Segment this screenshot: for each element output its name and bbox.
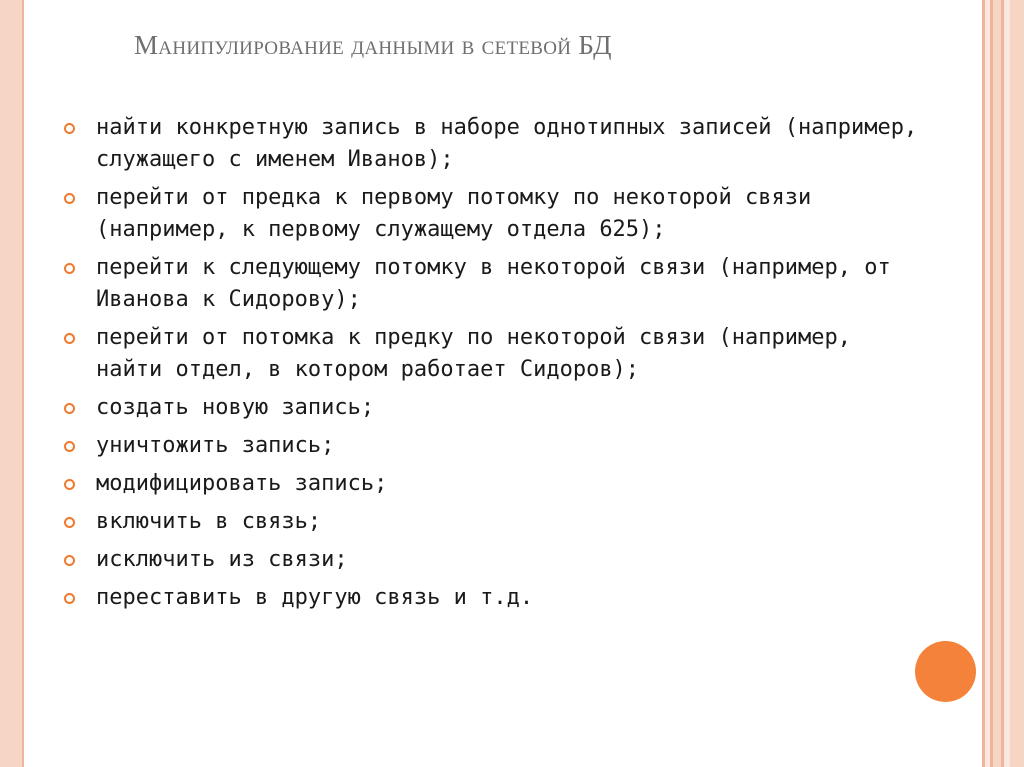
bullet-item	[60, 430, 920, 462]
bullet-circle-icon	[64, 555, 75, 566]
bullet-text: перейти к следующему потомку в некоторой связи (например, от Иванова к Сидорову);	[96, 255, 891, 312]
bullet-item	[60, 112, 920, 176]
bullet-text: включить в связь;	[96, 509, 322, 534]
bullet-text: исключить из связи;	[96, 547, 348, 572]
bullet-item	[60, 252, 920, 316]
bullet-circle-icon	[64, 123, 75, 134]
right-border-stripe-4	[993, 0, 1001, 767]
right-border-stripe-7	[1010, 0, 1024, 767]
bullet-text: перейти от потомка к предку по некоторой связи (например, найти отдел, в котором работает Сидоров);	[96, 325, 851, 382]
bullet-circle-icon	[64, 333, 75, 344]
bullet-text: переставить в другую связь и т.д.	[96, 585, 534, 610]
bullet-item	[60, 182, 920, 246]
bullet-item	[60, 468, 920, 500]
bullet-item	[60, 582, 920, 614]
bullet-circle-icon	[64, 441, 75, 452]
bullet-circle-icon	[64, 517, 75, 528]
bullet-circle-icon	[64, 479, 75, 490]
bullet-item	[60, 544, 920, 576]
bullet-text: модифицировать запись;	[96, 471, 388, 496]
left-border-decoration	[0, 0, 22, 767]
bullet-item	[60, 392, 920, 424]
bullet-circle-icon	[64, 403, 75, 414]
bullet-circle-icon	[64, 263, 75, 274]
bullet-text: создать новую запись;	[96, 395, 375, 420]
bullet-item	[60, 506, 920, 538]
bullet-text: найти конкретную запись в наборе однотипных записей (например, служащего с именем Иванов);	[96, 115, 918, 172]
decorative-circle	[915, 641, 976, 702]
bullet-text: перейти от предка к первому потомку по некоторой связи (например, к первому служащему отдела 625);	[96, 185, 812, 242]
bullet-text: уничтожить запись;	[96, 433, 335, 458]
slide-title: Манипулирование данными в сетевой БД	[134, 30, 612, 60]
bullet-list	[60, 112, 920, 620]
bullet-circle-icon	[64, 593, 75, 604]
bullet-item	[60, 322, 920, 386]
bullet-circle-icon	[64, 193, 75, 204]
